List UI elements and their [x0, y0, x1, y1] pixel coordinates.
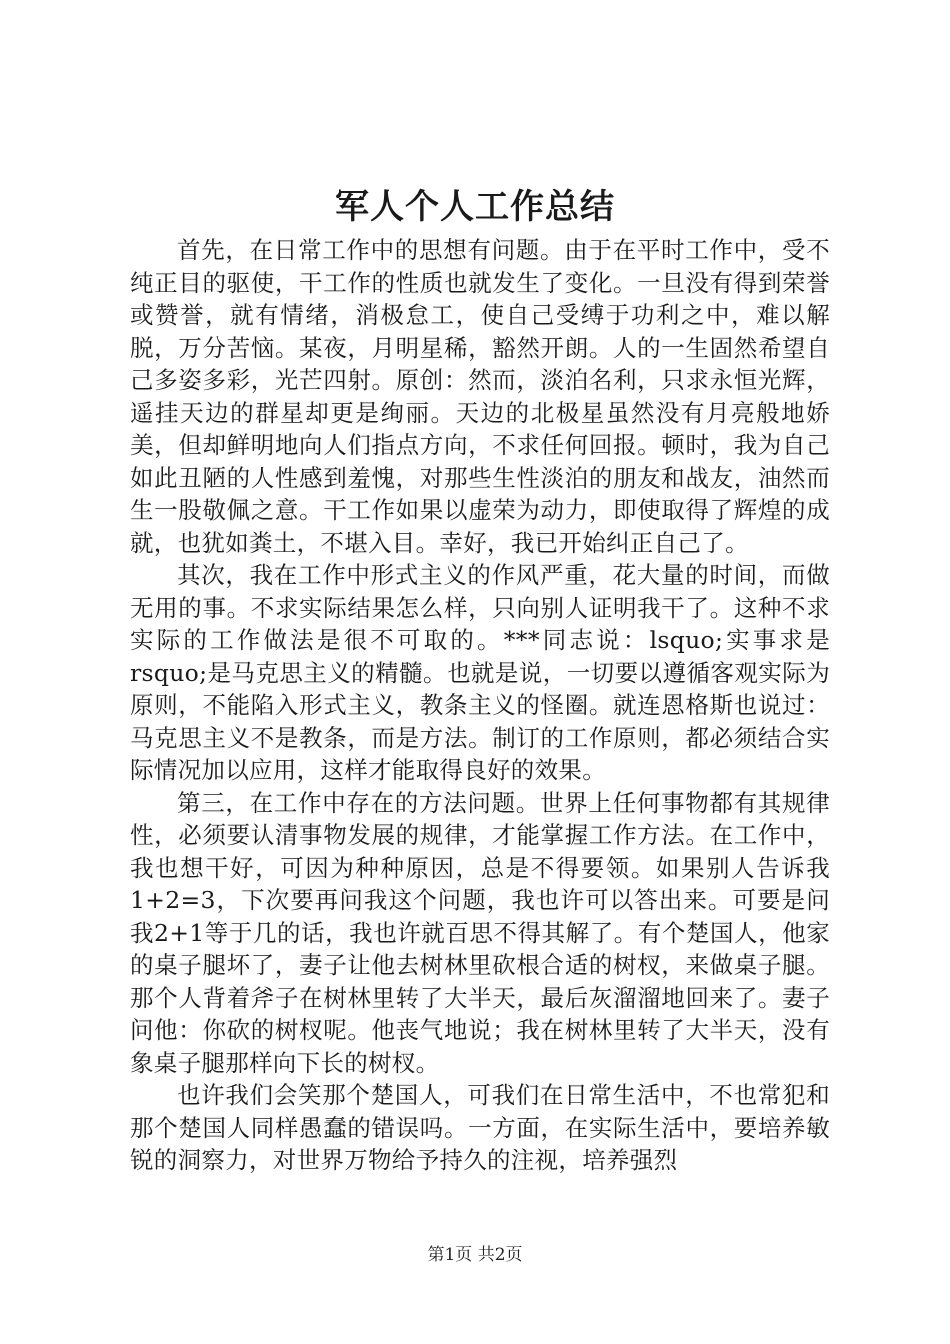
paragraph-3: 第三，在工作中存在的方法问题。世界上任何事物都有其规律性，必须要认清事物发展的规律，才能掌握工作方法。在工作中，我也想干好，可因为种种原因，总是不得要领。如果别人告诉我1+2=3，下次要再问我这个问题，我也许可以答出来。可要是问我2+1等于几的话，我也许就百思不得其解了。有个楚国人，他家的桌子腿坏了，妻子让他去树林里砍根合适的树杈，来做桌子腿。那个人背着斧子在树林里转了大半天，最后灰溜溜地回来了。妻子问他：你砍的树杈呢。他丧气地说；我在树林里转了大半天，没有象桌子腿那样向下长的树杈。	[130, 788, 830, 1077]
document-body	[130, 234, 830, 1177]
paragraph-4: 也许我们会笑那个楚国人，可我们在日常生活中，不也常犯和那个楚国人同样愚蠢的错误吗。一方面，在实际生活中，要培养敏锐的洞察力，对世界万物给予持久的注视，培养强烈	[130, 1081, 830, 1174]
page-title: 军人个人工作总结	[335, 187, 615, 227]
page-footer: 第1页 共2页	[427, 1245, 523, 1265]
paragraph-1: 首先，在日常工作中的思想有问题。由于在平时工作中，受不纯正目的驱使，干工作的性质也就发生了变化。一旦没有得到荣誉或赞誉，就有情绪，消极怠工，使自己受缚于功利之中，难以解脱，万分苦恼。某夜，月明星稀，豁然开朗。人的一生固然希望自己多姿多彩，光芒四射。原创：然而，淡泊名利，只求永恒光辉，遥挂天边的群星却更是绚丽。天边的北极星虽然没有月亮般地娇美，但却鲜明地向人们指点方向，不求任何回报。顿时，我为自己如此丑陋的人性感到羞愧，对那些生性淡泊的朋友和战友，油然而生一股敬佩之意。干工作如果以虚荣为动力，即使取得了辉煌的成就，也犹如粪土，不堪入目。幸好，我已开始纠正自己了。	[130, 236, 830, 557]
paragraph-2: 其次，我在工作中形式主义的作风严重，花大量的时间，而做无用的事。不求实际结果怎么样，只向别人证明我干了。这种不求实际的工作做法是很不可取的。***同志说：lsquo;实事求是rsquo;是马克思主义的精髓。也就是说，一切要以遵循客观实际为原则，不能陷入形式主义，教条主义的怪圈。就连恩格斯也说过：马克思主义不是教条，而是方法。制订的工作原则，都必须结合实际情况加以应用，这样才能取得良好的效果。	[130, 561, 830, 784]
